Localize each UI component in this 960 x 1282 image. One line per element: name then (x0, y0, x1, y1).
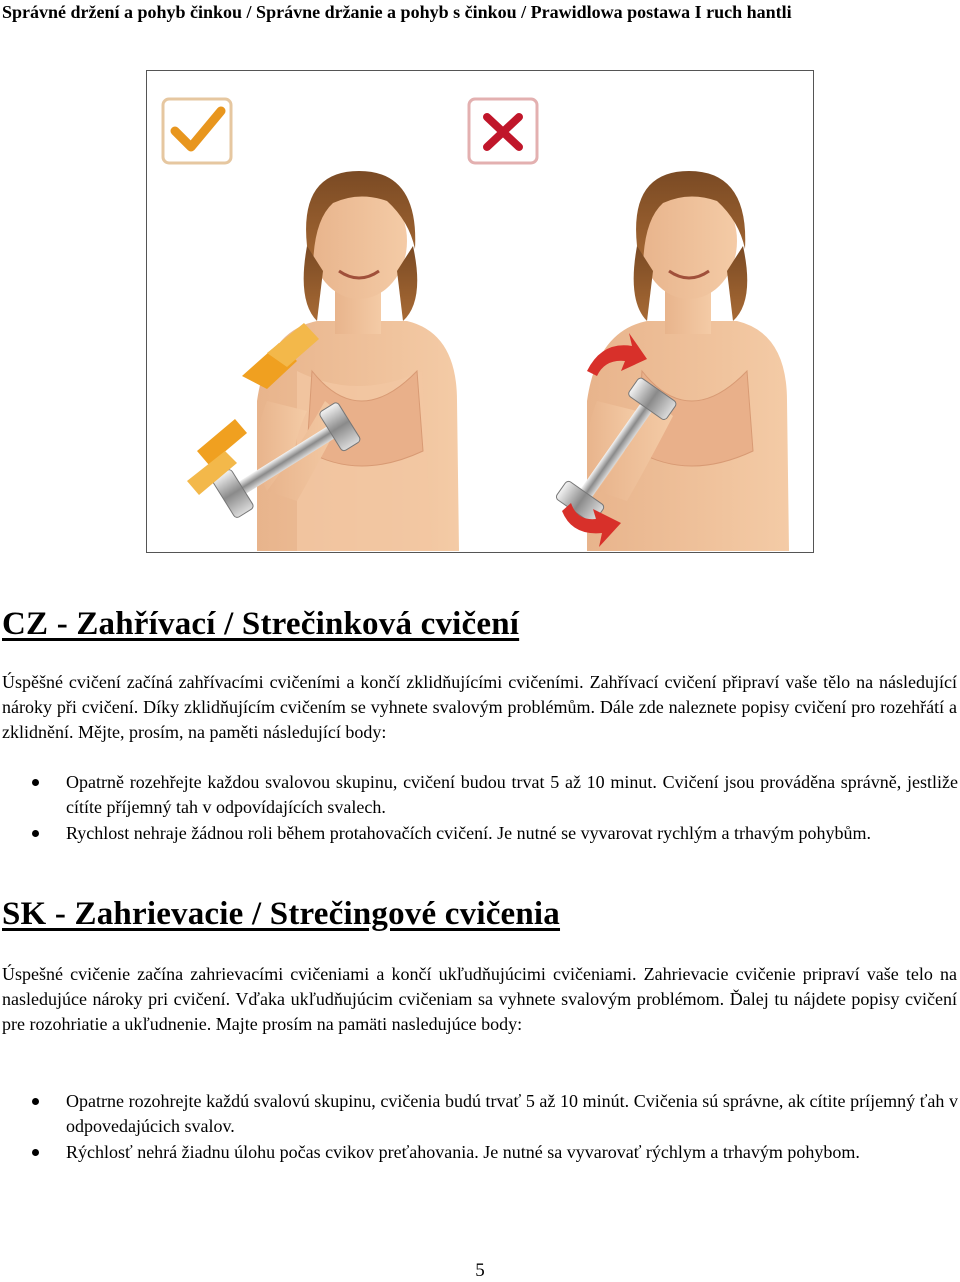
cz-bullet-list (0, 770, 958, 847)
bullet-icon (32, 830, 39, 837)
sk-bullet-list (0, 1089, 958, 1166)
list-item: Rýchlosť nehrá žiadnu úlohu počas cvikov preťahovania. Je nutné sa vyvarovať rýchlym a trhavým pohybom. (0, 1140, 958, 1165)
page-header: Správné držení a pohyb činkou / Správne držanie a pohyb s činkou / Prawidlowa postawa I ruch hantli (2, 2, 792, 22)
list-item: Opatrne rozohrejte každú svalovú skupinu, cvičenia budú trvať 5 až 10 minút. Cvičenia sú správne, ak cítite príjemný ťah v odpovedajúcich svalov. (0, 1089, 958, 1139)
dumbbell-illustration (146, 70, 814, 553)
incorrect-example (469, 99, 789, 551)
list-item: Opatrně rozehřejte každou svalovou skupinu, cvičení budou trvat 5 až 10 minut. Cvičení jsou prováděna správně, jestliže cítíte příjemný tah v odpovídajících svalech. (0, 770, 958, 820)
list-item: Rychlost nehraje žádnou roli během protahovačích cvičení. Je nutné se vyvarovat rychlým a trhavým pohybům. (0, 821, 958, 846)
sk-section-title: SK - Zahrievacie / Strečingové cvičenia (2, 896, 561, 932)
woman-figure-right (555, 171, 789, 551)
illustration-canvas (147, 71, 813, 552)
cz-section-title: CZ - Zahřívací / Strečinková cvičení (2, 606, 520, 642)
sk-intro-paragraph: Úspešné cvičenie začína zahrievacími cvičeniami a končí ukľudňujúcimi cvičeniami. Zahrievacie cvičenie pripraví vaše telo na nasledujúce nároky pri cvičení. Vďaka ukľudňujúcim cvičeniam sa vyhnete svalovým problémom. Ďalej tu nájdete popisy cvičení pre rozohriatie a ukľudnenie. Majte prosím na pamäti nasledujúce body: (2, 964, 957, 1034)
check-badge (163, 99, 231, 163)
bullet-icon (32, 1098, 39, 1105)
cz-intro-paragraph: Úspěšné cvičení začíná zahřívacími cvičeními a končí zklidňujícími cvičeními. Zahřívací cvičení připraví vaše tělo na následující nároky při cvičení. Díky zklidňujícím cvičením se vyhnete svalovým problémům. Dále zde naleznete popisy cvičení pro rozehřátí a zklidnění. Mějte, prosím, na paměti následující body: (2, 672, 957, 742)
bullet-icon (32, 1149, 39, 1156)
woman-figure-left (187, 171, 459, 551)
correct-example (163, 99, 459, 551)
bullet-icon (32, 779, 39, 786)
page-number: 5 (475, 1260, 485, 1281)
cross-badge (469, 99, 537, 163)
